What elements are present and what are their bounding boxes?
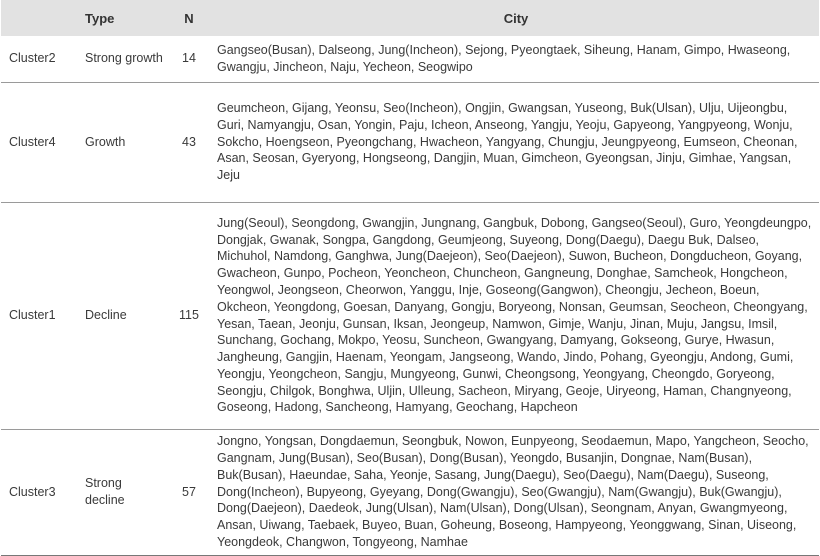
type-cell: Strong decline [79,429,167,555]
header-city: City [211,0,819,36]
cluster-table [1,0,819,556]
cluster-cell: Cluster1 [1,202,79,429]
type-cell: Strong growth [79,36,167,82]
header-n: N [167,0,211,36]
header-cluster [1,0,79,36]
cluster-cell: Cluster2 [1,36,79,82]
city-cell: Geumcheon, Gijang, Yeonsu, Seo(Incheon), Ongjin, Gwangsan, Yuseong, Buk(Ulsan), Ulju, Uijeongbu, Guri, Namyangju, Osan, Yongin, Paju, Icheon, Anseong, Yangju, Yeoju, Gapyeong, Yangpyeong, Wonju, Sokcho, Hoengseon, Pyeongchang, Hwacheon, Yangyang, Chungju, Jeungpyeong, Eumseon, Cheonan, Asan, Seosan, Gyeryong, Hongseong, Dangjin, Muan, Gimcheon, Gyeongsan, Jinju, Gimhae, Yangsan, Jeju [211,82,819,202]
city-cell: Jongno, Yongsan, Dongdaemun, Seongbuk, Nowon, Eunpyeong, Seodaemun, Mapo, Yangcheon, Seocho, Gangnam, Jung(Busan), Seo(Busan), Dong(Busan), Yeongdo, Busanjin, Dongnae, Nam(Busan), Buk(Busan), Haeundae, Saha, Yeonje, Sasang, Jung(Daegu), Seo(Daegu), Nam(Daegu), Suseong, Dong(Incheon), Bupyeong, Gyeyang, Dong(Gwangju), Seo(Gwangju), Nam(Gwangju), Buk(Gwangju), Dong(Daejeon), Daedeok, Jung(Ulsan), Nam(Ulsan), Dong(Ulsan), Seongnam, Anyan, Gwangmyeong, Ansan, Uiwang, Taebaek, Buyeo, Buan, Goheung, Boseong, Hampyeong, Yeonggwang, Sinan, Uiseong, Yeongdeok, Changwon, Tongyeong, Namhae [211,429,819,555]
n-cell: 57 [167,429,211,555]
n-cell: 43 [167,82,211,202]
table-row [1,36,819,82]
table-row [1,429,819,555]
table-header-row [1,0,819,36]
cluster-cell: Cluster4 [1,82,79,202]
city-cell: Gangseo(Busan), Dalseong, Jung(Incheon), Sejong, Pyeongtaek, Siheung, Hanam, Gimpo, Hwaseong, Gwangju, Jincheon, Naju, Yecheon, Seogwipo [211,36,819,82]
table-row [1,202,819,429]
n-cell: 14 [167,36,211,82]
city-cell: Jung(Seoul), Seongdong, Gwangjin, Jungnang, Gangbuk, Dobong, Gangseo(Seoul), Guro, Yeongdeungpo, Dongjak, Gwanak, Songpa, Gangdong, Geumjeong, Suyeong, Dong(Daegu), Daegu Buk, Dalseo, Michuhol, Namdong, Ganghwa, Jung(Daejeon), Seo(Daejeon), Suwon, Bucheon, Dongducheon, Goyang, Gwacheon, Gunpo, Pocheon, Yeoncheon, Chuncheon, Gangneung, Donghae, Samcheok, Hongcheon, Yeongwol, Jeongseon, Cheorwon, Yanggu, Inje, Goseong(Gangwon), Cheongju, Jecheon, Boeun, Okcheon, Yeongdong, Goesan, Danyang, Gongju, Boryeong, Nonsan, Geumsan, Seocheon, Cheongyang, Yesan, Taean, Jeonju, Gunsan, Iksan, Jeongeup, Namwon, Gimje, Wanju, Jinan, Muju, Jangsu, Imsil, Sunchang, Gochang, Mokpo, Yeosu, Suncheon, Gwangyang, Damyang, Gokseong, Gurye, Hwasun, Jangheung, Gangjin, Haenam, Yeongam, Jangseong, Wando, Jindo, Pohang, Gyeongju, Andong, Gumi, Yeongju, Yeongcheon, Sangju, Mungyeong, Gunwi, Cheongsong, Yeongyang, Cheongdo, Goryeong, Seongju, Chilgok, Bonghwa, Uljin, Ulleung, Sacheon, Miryang, Geoje, Uiryeong, Haman, Changnyeong, Goseong, Hadong, Sancheong, Hamyang, Geochang, Hapcheon [211,202,819,429]
type-cell: Growth [79,82,167,202]
header-type: Type [79,0,167,36]
cluster-cell: Cluster3 [1,429,79,555]
n-cell: 115 [167,202,211,429]
type-cell: Decline [79,202,167,429]
table-row [1,82,819,202]
